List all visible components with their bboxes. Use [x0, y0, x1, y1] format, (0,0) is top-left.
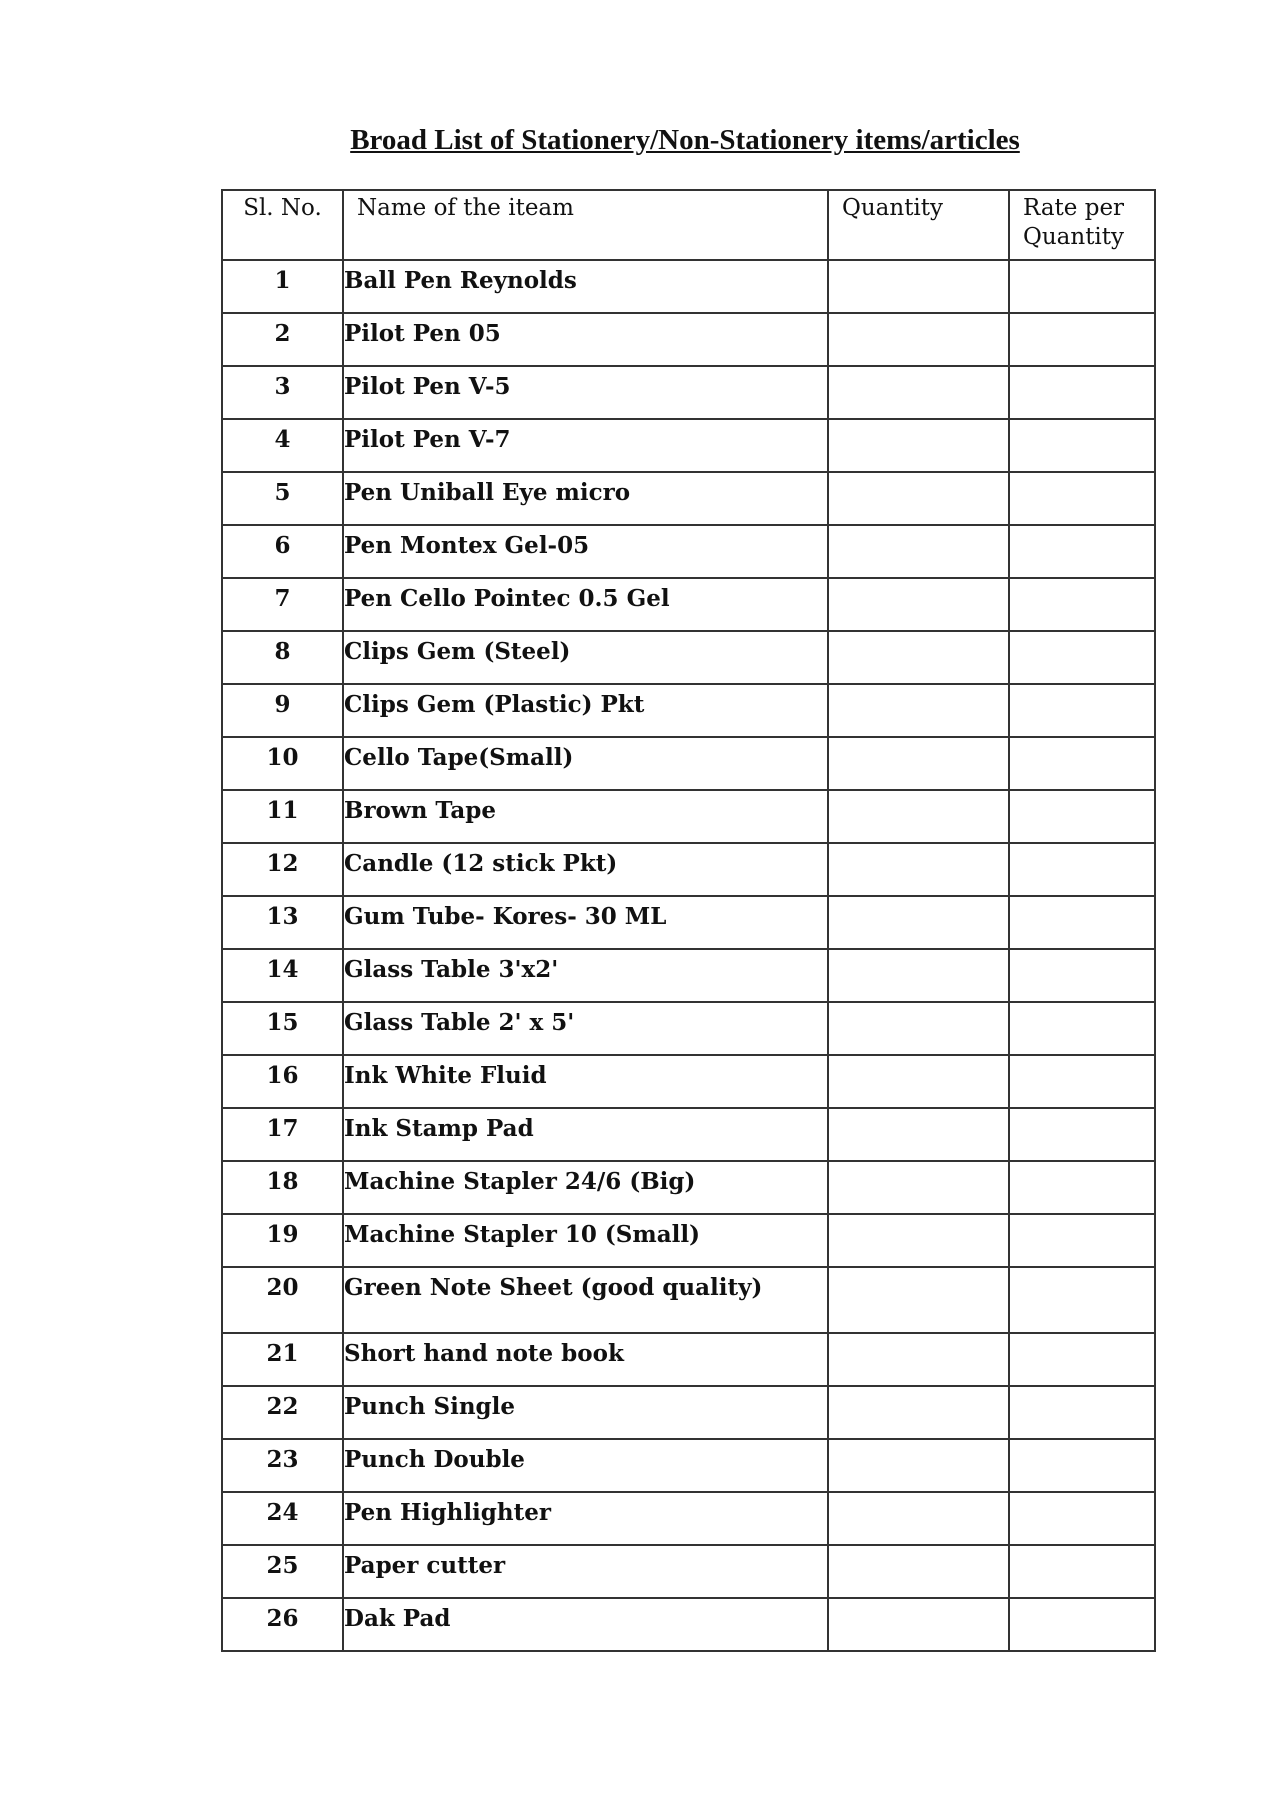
- cell-sl-no: 22: [222, 1386, 343, 1439]
- cell-rate: [1009, 1492, 1155, 1545]
- table-row: [222, 313, 1155, 366]
- table-row: [222, 1055, 1155, 1108]
- cell-item-name: Ink Stamp Pad: [343, 1108, 828, 1161]
- cell-sl-no: 24: [222, 1492, 343, 1545]
- cell-rate: [1009, 949, 1155, 1002]
- cell-quantity: [828, 419, 1009, 472]
- cell-rate: [1009, 366, 1155, 419]
- cell-quantity: [828, 1161, 1009, 1214]
- cell-item-name: Machine Stapler 24/6 (Big): [343, 1161, 828, 1214]
- cell-item-name: Glass Table 2' x 5': [343, 1002, 828, 1055]
- cell-rate: [1009, 896, 1155, 949]
- cell-item-name: Punch Double: [343, 1439, 828, 1492]
- cell-rate: [1009, 525, 1155, 578]
- cell-item-name: Paper cutter: [343, 1545, 828, 1598]
- cell-sl-no: 9: [222, 684, 343, 737]
- cell-quantity: [828, 843, 1009, 896]
- table-row: [222, 366, 1155, 419]
- cell-sl-no: 6: [222, 525, 343, 578]
- table-row: [222, 1439, 1155, 1492]
- cell-rate: [1009, 1161, 1155, 1214]
- cell-quantity: [828, 1214, 1009, 1267]
- cell-rate: [1009, 1267, 1155, 1333]
- cell-quantity: [828, 1439, 1009, 1492]
- cell-item-name: Short hand note book: [343, 1333, 828, 1386]
- cell-rate: [1009, 313, 1155, 366]
- cell-quantity: [828, 578, 1009, 631]
- table-row: [222, 737, 1155, 790]
- table-row: [222, 578, 1155, 631]
- cell-sl-no: 5: [222, 472, 343, 525]
- table-row: [222, 631, 1155, 684]
- table-row: [222, 1545, 1155, 1598]
- cell-item-name: Candle (12 stick Pkt): [343, 843, 828, 896]
- table-row: [222, 1598, 1155, 1651]
- cell-rate: [1009, 472, 1155, 525]
- cell-sl-no: 14: [222, 949, 343, 1002]
- table-row: [222, 1267, 1155, 1333]
- cell-item-name: Pen Montex Gel-05: [343, 525, 828, 578]
- cell-sl-no: 26: [222, 1598, 343, 1651]
- cell-rate: [1009, 737, 1155, 790]
- table-row: [222, 1492, 1155, 1545]
- cell-rate: [1009, 790, 1155, 843]
- cell-item-name: Gum Tube- Kores- 30 ML: [343, 896, 828, 949]
- table-row: [222, 1161, 1155, 1214]
- cell-sl-no: 17: [222, 1108, 343, 1161]
- cell-quantity: [828, 1267, 1009, 1333]
- table-row: [222, 1108, 1155, 1161]
- cell-quantity: [828, 896, 1009, 949]
- cell-quantity: [828, 1545, 1009, 1598]
- table-row: [222, 260, 1155, 313]
- cell-rate: [1009, 260, 1155, 313]
- cell-sl-no: 4: [222, 419, 343, 472]
- cell-sl-no: 3: [222, 366, 343, 419]
- cell-rate: [1009, 684, 1155, 737]
- cell-item-name: Clips Gem (Plastic) Pkt: [343, 684, 828, 737]
- cell-sl-no: 16: [222, 1055, 343, 1108]
- cell-sl-no: 13: [222, 896, 343, 949]
- cell-quantity: [828, 366, 1009, 419]
- header-sl-no: Sl. No.: [222, 190, 343, 260]
- cell-rate: [1009, 1108, 1155, 1161]
- cell-quantity: [828, 472, 1009, 525]
- cell-quantity: [828, 949, 1009, 1002]
- cell-sl-no: 20: [222, 1267, 343, 1333]
- cell-item-name: Pen Highlighter: [343, 1492, 828, 1545]
- table-row: [222, 1333, 1155, 1386]
- table-row: [222, 790, 1155, 843]
- cell-quantity: [828, 1055, 1009, 1108]
- table-row: [222, 843, 1155, 896]
- cell-sl-no: 19: [222, 1214, 343, 1267]
- cell-quantity: [828, 1492, 1009, 1545]
- cell-item-name: Pilot Pen V-7: [343, 419, 828, 472]
- table-row: [222, 472, 1155, 525]
- cell-item-name: Green Note Sheet (good quality): [343, 1267, 828, 1333]
- cell-item-name: Glass Table 3'x2': [343, 949, 828, 1002]
- cell-quantity: [828, 790, 1009, 843]
- cell-sl-no: 7: [222, 578, 343, 631]
- cell-rate: [1009, 1333, 1155, 1386]
- cell-sl-no: 15: [222, 1002, 343, 1055]
- cell-sl-no: 2: [222, 313, 343, 366]
- cell-quantity: [828, 684, 1009, 737]
- cell-rate: [1009, 578, 1155, 631]
- table-row: [222, 525, 1155, 578]
- cell-rate: [1009, 1439, 1155, 1492]
- table-row: [222, 949, 1155, 1002]
- cell-rate: [1009, 1386, 1155, 1439]
- cell-rate: [1009, 1214, 1155, 1267]
- cell-sl-no: 12: [222, 843, 343, 896]
- cell-sl-no: 18: [222, 1161, 343, 1214]
- cell-quantity: [828, 260, 1009, 313]
- cell-item-name: Pen Uniball Eye micro: [343, 472, 828, 525]
- cell-rate: [1009, 843, 1155, 896]
- table-header-row: [222, 190, 1155, 260]
- cell-quantity: [828, 737, 1009, 790]
- cell-item-name: Pilot Pen V-5: [343, 366, 828, 419]
- cell-sl-no: 10: [222, 737, 343, 790]
- cell-sl-no: 1: [222, 260, 343, 313]
- cell-sl-no: 8: [222, 631, 343, 684]
- table-row: [222, 1386, 1155, 1439]
- cell-sl-no: 25: [222, 1545, 343, 1598]
- cell-rate: [1009, 1055, 1155, 1108]
- cell-item-name: Ball Pen Reynolds: [343, 260, 828, 313]
- cell-item-name: Dak Pad: [343, 1598, 828, 1651]
- cell-item-name: Clips Gem (Steel): [343, 631, 828, 684]
- cell-item-name: Punch Single: [343, 1386, 828, 1439]
- items-table: [221, 189, 1156, 1652]
- cell-quantity: [828, 313, 1009, 366]
- page-title: Broad List of Stationery/Non-Stationery items/articles: [350, 124, 1020, 156]
- cell-rate: [1009, 631, 1155, 684]
- header-quantity: Quantity: [828, 190, 1009, 260]
- cell-item-name: Brown Tape: [343, 790, 828, 843]
- table-row: [222, 684, 1155, 737]
- cell-quantity: [828, 525, 1009, 578]
- table-row: [222, 1002, 1155, 1055]
- cell-quantity: [828, 1108, 1009, 1161]
- cell-rate: [1009, 419, 1155, 472]
- cell-quantity: [828, 1598, 1009, 1651]
- cell-quantity: [828, 1002, 1009, 1055]
- cell-rate: [1009, 1002, 1155, 1055]
- cell-item-name: Ink White Fluid: [343, 1055, 828, 1108]
- table-row: [222, 896, 1155, 949]
- cell-sl-no: 23: [222, 1439, 343, 1492]
- cell-quantity: [828, 1333, 1009, 1386]
- table-row: [222, 419, 1155, 472]
- cell-quantity: [828, 631, 1009, 684]
- cell-rate: [1009, 1545, 1155, 1598]
- header-rate: Rate per Quantity: [1009, 190, 1155, 260]
- cell-quantity: [828, 1386, 1009, 1439]
- table-row: [222, 1214, 1155, 1267]
- cell-sl-no: 11: [222, 790, 343, 843]
- cell-item-name: Pen Cello Pointec 0.5 Gel: [343, 578, 828, 631]
- header-item-name: Name of the iteam: [343, 190, 828, 260]
- cell-item-name: Machine Stapler 10 (Small): [343, 1214, 828, 1267]
- cell-item-name: Cello Tape(Small): [343, 737, 828, 790]
- cell-sl-no: 21: [222, 1333, 343, 1386]
- cell-rate: [1009, 1598, 1155, 1651]
- cell-item-name: Pilot Pen 05: [343, 313, 828, 366]
